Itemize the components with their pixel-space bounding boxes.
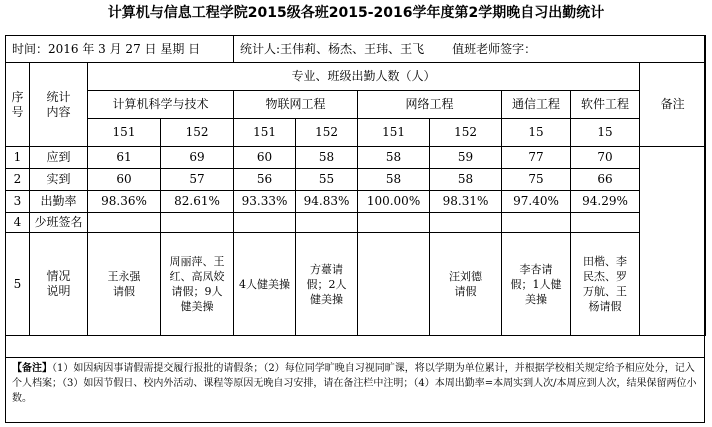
teacher-sign-label: 值班老师签字： bbox=[452, 41, 537, 56]
major-header: 物联网工程 bbox=[234, 91, 358, 119]
remark-header: 备注 bbox=[640, 63, 706, 147]
note-cell: 周丽萍、王红、高凤姣请假；9人健美操 bbox=[161, 233, 234, 336]
remark-cell bbox=[640, 147, 706, 336]
row-number: 1 bbox=[6, 147, 30, 169]
class-header: 152 bbox=[430, 119, 502, 147]
signature-cell bbox=[358, 213, 430, 233]
value-cell: 57 bbox=[161, 169, 234, 191]
row-label: 出勤率 bbox=[30, 191, 88, 213]
value-cell: 70 bbox=[571, 147, 640, 169]
value-cell: 98.36% bbox=[88, 191, 161, 213]
signature-cell bbox=[88, 213, 161, 233]
value-cell: 93.33% bbox=[234, 191, 296, 213]
note-cell: 汪刘德请假 bbox=[430, 233, 502, 336]
attendance-table bbox=[5, 35, 706, 336]
value-cell: 58 bbox=[358, 147, 430, 169]
major-header: 计算机科学与技术 bbox=[88, 91, 234, 119]
class-header: 152 bbox=[296, 119, 358, 147]
signature-cell bbox=[571, 213, 640, 233]
value-cell: 61 bbox=[88, 147, 161, 169]
value-cell: 75 bbox=[502, 169, 571, 191]
class-header: 151 bbox=[88, 119, 161, 147]
row-label: 情况说明 bbox=[30, 233, 88, 336]
seq-header: 序号 bbox=[6, 63, 30, 147]
signature-cell bbox=[430, 213, 502, 233]
row-number: 5 bbox=[6, 233, 30, 336]
class-header: 15 bbox=[502, 119, 571, 147]
footnote-text: （1）如因病因事请假需提交履行报批的请假条；（2）每位同学旷晚自习视同旷课，将以学期为单位累计，并根据学校相关规定给予相应处分，记入个人档案；（3）如因节假日、校内外活动、课程等原因无晚自习安排，请在备注栏中注明；（4）本周出勤率=本周实到人次/本周应到人次，结果保留两位小数。 bbox=[12, 363, 697, 404]
major-header: 网络工程 bbox=[358, 91, 502, 119]
counters-text: 统计人:王伟莉、杨杰、王玮、王飞 bbox=[240, 41, 425, 56]
row-label: 少班签名 bbox=[30, 213, 88, 233]
class-header: 151 bbox=[234, 119, 296, 147]
value-cell: 69 bbox=[161, 147, 234, 169]
value-cell: 55 bbox=[296, 169, 358, 191]
row-label: 应到 bbox=[30, 147, 88, 169]
value-cell: 94.83% bbox=[296, 191, 358, 213]
major-header: 软件工程 bbox=[571, 91, 640, 119]
value-cell: 97.40% bbox=[502, 191, 571, 213]
value-cell: 66 bbox=[571, 169, 640, 191]
note-cell: 田楷、李民杰、罗万航、王杨请假 bbox=[571, 233, 640, 336]
note-cell: 4人健美操 bbox=[234, 233, 296, 336]
value-cell: 77 bbox=[502, 147, 571, 169]
value-cell: 59 bbox=[430, 147, 502, 169]
row-number: 2 bbox=[6, 169, 30, 191]
class-header: 151 bbox=[358, 119, 430, 147]
value-cell: 58 bbox=[430, 169, 502, 191]
signature-cell bbox=[296, 213, 358, 233]
counters-cell bbox=[234, 36, 706, 63]
page-title: 计算机与信息工程学院2015级各班2015-2016学年度第2学期晚自习出勤统计 bbox=[107, 5, 605, 21]
signature-cell bbox=[502, 213, 571, 233]
group-header: 专业、班级出勤人数（人） bbox=[88, 63, 640, 91]
row-number: 3 bbox=[6, 191, 30, 213]
value-cell: 56 bbox=[234, 169, 296, 191]
value-cell: 58 bbox=[296, 147, 358, 169]
value-cell: 60 bbox=[88, 169, 161, 191]
row-label: 实到 bbox=[30, 169, 88, 191]
footnote bbox=[5, 357, 705, 423]
note-cell: 李杏请假；1人健美操 bbox=[502, 233, 571, 336]
date-cell: 时间：2016 年 3 月 27 日 星期 日 bbox=[6, 36, 234, 63]
signature-cell bbox=[161, 213, 234, 233]
note-cell: 王永强请假 bbox=[88, 233, 161, 336]
value-cell: 60 bbox=[234, 147, 296, 169]
note-cell bbox=[358, 233, 430, 336]
class-header: 15 bbox=[571, 119, 640, 147]
footnote-label: 【备注】 bbox=[12, 363, 52, 374]
value-cell: 94.29% bbox=[571, 191, 640, 213]
value-cell: 100.00% bbox=[358, 191, 430, 213]
stat-content-header: 统计内容 bbox=[30, 63, 88, 147]
note-cell: 方薹请假；2人健美操 bbox=[296, 233, 358, 336]
value-cell: 58 bbox=[358, 169, 430, 191]
class-header: 152 bbox=[161, 119, 234, 147]
value-cell: 82.61% bbox=[161, 191, 234, 213]
row-number: 4 bbox=[6, 213, 30, 233]
signature-cell bbox=[234, 213, 296, 233]
value-cell: 98.31% bbox=[430, 191, 502, 213]
major-header: 通信工程 bbox=[502, 91, 571, 119]
